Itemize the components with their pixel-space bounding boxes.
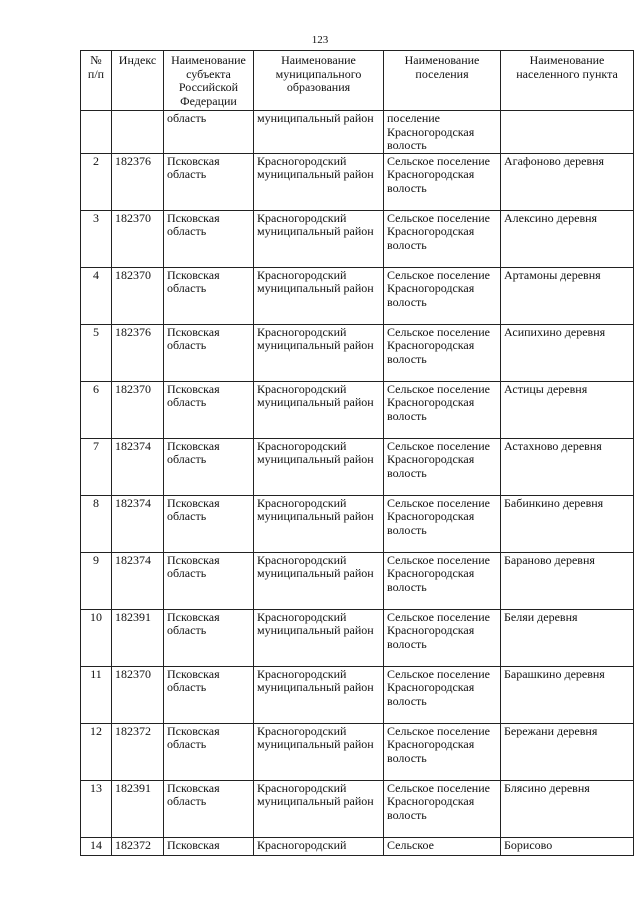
cell-municipality: Красногородский муниципальный район — [254, 438, 384, 495]
cell-municipality: Красногородский муниципальный район — [254, 153, 384, 210]
cell-region: Псковская область — [164, 381, 254, 438]
cell-num: 9 — [81, 552, 112, 609]
cell-num: 4 — [81, 267, 112, 324]
cell-municipality: Красногородский муниципальный район — [254, 210, 384, 267]
cell-municipality: Красногородский муниципальный район — [254, 552, 384, 609]
cell-region: Псковская область — [164, 723, 254, 780]
cell-locality: Беляи деревня — [501, 609, 634, 666]
cell-num: 14 — [81, 837, 112, 855]
cell-region: Псковская область — [164, 210, 254, 267]
cell-locality: Бережани деревня — [501, 723, 634, 780]
cell-region: область — [164, 111, 254, 154]
cell-num: 6 — [81, 381, 112, 438]
header-municipality: Наименование муниципального образования — [254, 51, 384, 111]
cell-index: 182374 — [112, 552, 164, 609]
cell-settlement: Сельское поселение Красногородская волость — [384, 267, 501, 324]
cell-num — [81, 111, 112, 154]
cell-region: Псковская область — [164, 666, 254, 723]
cell-settlement: Сельское поселение Красногородская волость — [384, 723, 501, 780]
table-row — [81, 267, 634, 324]
cell-settlement: Сельское — [384, 837, 501, 855]
cell-num: 2 — [81, 153, 112, 210]
cell-index: 182370 — [112, 666, 164, 723]
cell-municipality: муниципальный район — [254, 111, 384, 154]
cell-region: Псковская область — [164, 153, 254, 210]
cell-index: 182370 — [112, 210, 164, 267]
cell-locality: Астахново деревня — [501, 438, 634, 495]
cell-locality: Бабинкино деревня — [501, 495, 634, 552]
cell-locality: Асипихино деревня — [501, 324, 634, 381]
cell-locality: Блясино деревня — [501, 780, 634, 837]
cell-settlement: Сельское поселение Красногородская волость — [384, 495, 501, 552]
cell-region: Псковская область — [164, 780, 254, 837]
cell-municipality: Красногородский муниципальный район — [254, 324, 384, 381]
cell-index: 182376 — [112, 153, 164, 210]
header-num: № п/п — [81, 51, 112, 111]
cell-index — [112, 111, 164, 154]
cell-settlement: Сельское поселение Красногородская волость — [384, 324, 501, 381]
cell-locality — [501, 111, 634, 154]
cell-index: 182370 — [112, 267, 164, 324]
cell-index: 182374 — [112, 495, 164, 552]
cell-index: 182391 — [112, 609, 164, 666]
table-row — [81, 210, 634, 267]
cell-settlement: Сельское поселение Красногородская волость — [384, 666, 501, 723]
header-index: Индекс — [112, 51, 164, 111]
table-row-partial — [81, 837, 634, 855]
cell-settlement: поселение Красногородская волость — [384, 111, 501, 154]
table-row — [81, 495, 634, 552]
cell-locality: Борисово — [501, 837, 634, 855]
table-row — [81, 438, 634, 495]
cell-index: 182372 — [112, 723, 164, 780]
cell-settlement: Сельское поселение Красногородская волость — [384, 552, 501, 609]
cell-locality: Агафоново деревня — [501, 153, 634, 210]
cell-region: Псковская область — [164, 495, 254, 552]
cell-municipality: Красногородский муниципальный район — [254, 267, 384, 324]
cell-num: 5 — [81, 324, 112, 381]
cell-region: Псковская область — [164, 438, 254, 495]
cell-index: 182370 — [112, 381, 164, 438]
cell-settlement: Сельское поселение Красногородская волость — [384, 153, 501, 210]
cell-index: 182372 — [112, 837, 164, 855]
page-number: 123 — [311, 34, 329, 46]
cell-settlement: Сельское поселение Красногородская волость — [384, 609, 501, 666]
cell-region: Псковская — [164, 837, 254, 855]
table-row — [81, 324, 634, 381]
cell-locality: Артамоны деревня — [501, 267, 634, 324]
cell-municipality: Красногородский муниципальный район — [254, 780, 384, 837]
cell-municipality: Красногородский муниципальный район — [254, 495, 384, 552]
header-locality: Наименование населенного пункта — [501, 51, 634, 111]
settlements-table — [80, 50, 634, 856]
cell-municipality: Красногородский муниципальный район — [254, 666, 384, 723]
header-settlement: Наименование поселения — [384, 51, 501, 111]
cell-settlement: Сельское поселение Красногородская волость — [384, 780, 501, 837]
table-row — [81, 381, 634, 438]
cell-locality: Алексино деревня — [501, 210, 634, 267]
table-row — [81, 666, 634, 723]
cell-municipality: Красногородский — [254, 837, 384, 855]
cell-num: 10 — [81, 609, 112, 666]
cell-num: 13 — [81, 780, 112, 837]
table-row — [81, 153, 634, 210]
cell-region: Псковская область — [164, 324, 254, 381]
cell-index: 182391 — [112, 780, 164, 837]
cell-num: 11 — [81, 666, 112, 723]
cell-locality: Астицы деревня — [501, 381, 634, 438]
cell-locality: Барашкино деревня — [501, 666, 634, 723]
cell-region: Псковская область — [164, 267, 254, 324]
cell-settlement: Сельское поселение Красногородская волость — [384, 381, 501, 438]
cell-settlement: Сельское поселение Красногородская волость — [384, 438, 501, 495]
table-row-continuation — [81, 111, 634, 154]
cell-num: 3 — [81, 210, 112, 267]
table-row — [81, 609, 634, 666]
cell-municipality: Красногородский муниципальный район — [254, 723, 384, 780]
cell-num: 8 — [81, 495, 112, 552]
cell-region: Псковская область — [164, 609, 254, 666]
table-header-row — [81, 51, 634, 111]
cell-num: 7 — [81, 438, 112, 495]
cell-region: Псковская область — [164, 552, 254, 609]
cell-locality: Бараново деревня — [501, 552, 634, 609]
header-region: Наименование субъекта Российской Федерации — [164, 51, 254, 111]
table-row — [81, 780, 634, 837]
cell-num: 12 — [81, 723, 112, 780]
table-row — [81, 723, 634, 780]
cell-municipality: Красногородский муниципальный район — [254, 381, 384, 438]
table-row — [81, 552, 634, 609]
cell-index: 182374 — [112, 438, 164, 495]
cell-municipality: Красногородский муниципальный район — [254, 609, 384, 666]
cell-settlement: Сельское поселение Красногородская волость — [384, 210, 501, 267]
cell-index: 182376 — [112, 324, 164, 381]
